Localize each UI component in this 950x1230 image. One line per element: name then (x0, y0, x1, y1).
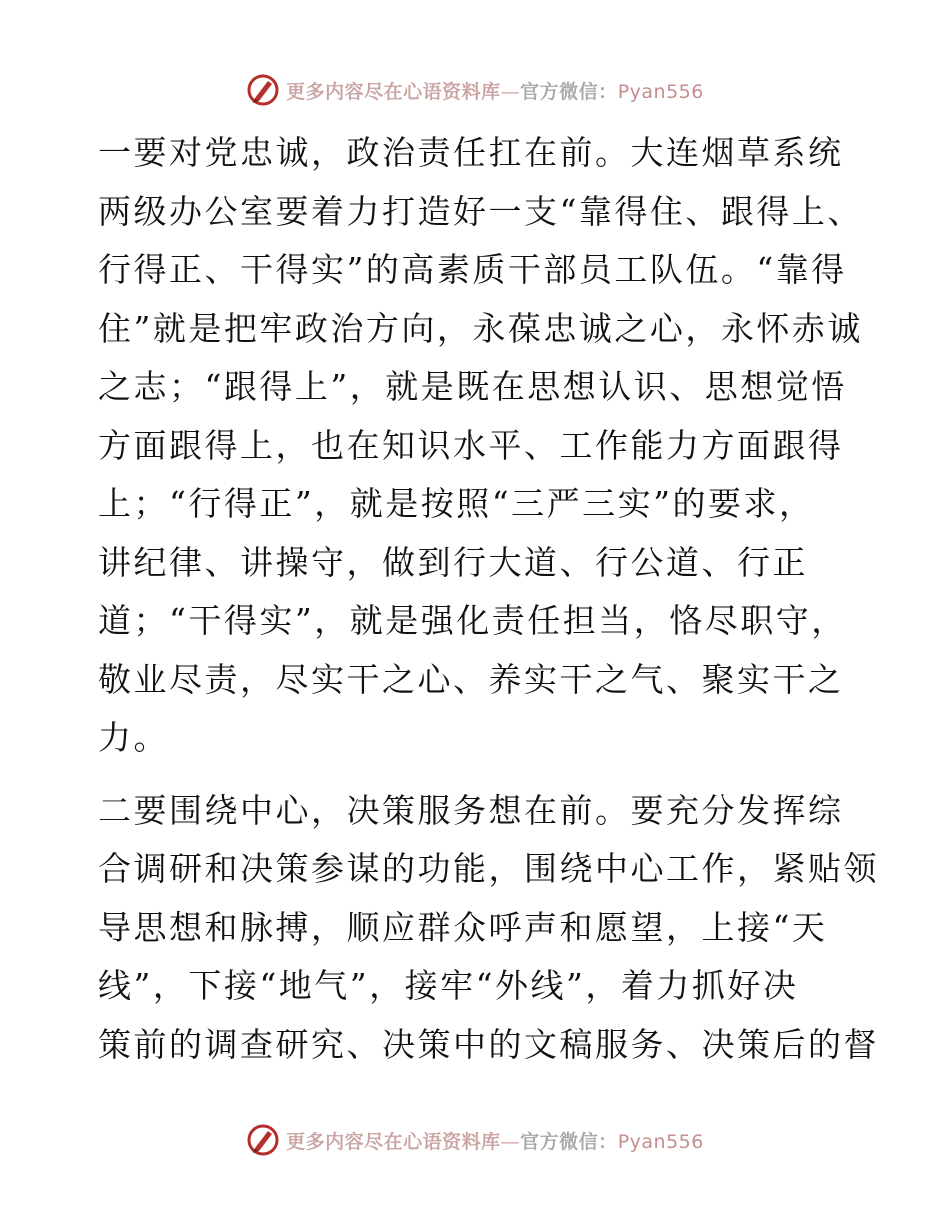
banner-slogan: 更多内容尽在心语资料库 (286, 1130, 501, 1153)
paragraph-1 (98, 124, 863, 768)
footer-banner (0, 1120, 950, 1160)
paragraph-line: 二要围绕中心，决策服务想在前。要充分发挥综 (98, 790, 844, 830)
banner-wechat-id: Pyan556 (617, 80, 704, 103)
banner-wechat-label: 官方微信： (520, 80, 618, 103)
paragraph-2 (98, 782, 879, 1075)
banner-wechat-label: 官方微信： (520, 1130, 618, 1153)
paragraph-line: 上；“行得正”，就是按照“三严三实”的要求， (98, 484, 815, 523)
paragraph-line: 讲纪律、讲操守，做到行大道、行公道、行正 (98, 542, 808, 582)
paragraph-line: 策前的调查研究、决策中的文稿服务、决策后的督 (98, 1024, 879, 1064)
paragraph-line: 行得正、干得实”的高素质干部员工队伍。“靠得 (98, 250, 847, 289)
paragraph-line: 之志；“跟得上”，就是既在思想认识、思想觉悟 (98, 367, 847, 406)
banner-slogan: 更多内容尽在心语资料库 (286, 80, 501, 103)
paragraph-line: 敬业尽责，尽实干之心、养实干之气、聚实干之 (98, 659, 844, 699)
banner-dash: — (500, 80, 521, 103)
paragraph-line: 力。 (98, 718, 169, 757)
paragraph-line: 道；“干得实”，就是强化责任担当，恪尽职守， (98, 601, 847, 640)
banner-text (286, 77, 704, 104)
banner-text (286, 1127, 704, 1154)
paragraph-line: 线”，下接“地气”，接牢“外线”，着力抓好决 (98, 966, 799, 1005)
paragraph-line: 一要对党忠诚，政治责任扛在前。大连烟草系统 (98, 133, 844, 172)
paragraph-line: 合调研和决策参谋的功能，围绕中心工作，紧贴领 (98, 849, 879, 888)
paragraph-line: 方面跟得上，也在知识水平、工作能力方面跟得 (98, 425, 844, 465)
pen-logo-icon (246, 73, 280, 107)
pen-logo-icon (246, 1123, 280, 1157)
document-body (98, 124, 879, 1074)
banner-dash: — (500, 1130, 521, 1153)
banner-wechat-id: Pyan556 (617, 1130, 704, 1153)
paragraph-line: 住”就是把牢政治方向，永葆忠诚之心，永怀赤诚 (98, 308, 863, 348)
header-banner (0, 70, 950, 110)
paragraph-line: 两级办公室要着力打造好一支“靠得住、跟得上、 (98, 191, 863, 231)
paragraph-line: 导思想和脉搏，顺应群众呼声和愿望，上接“天 (98, 907, 828, 947)
